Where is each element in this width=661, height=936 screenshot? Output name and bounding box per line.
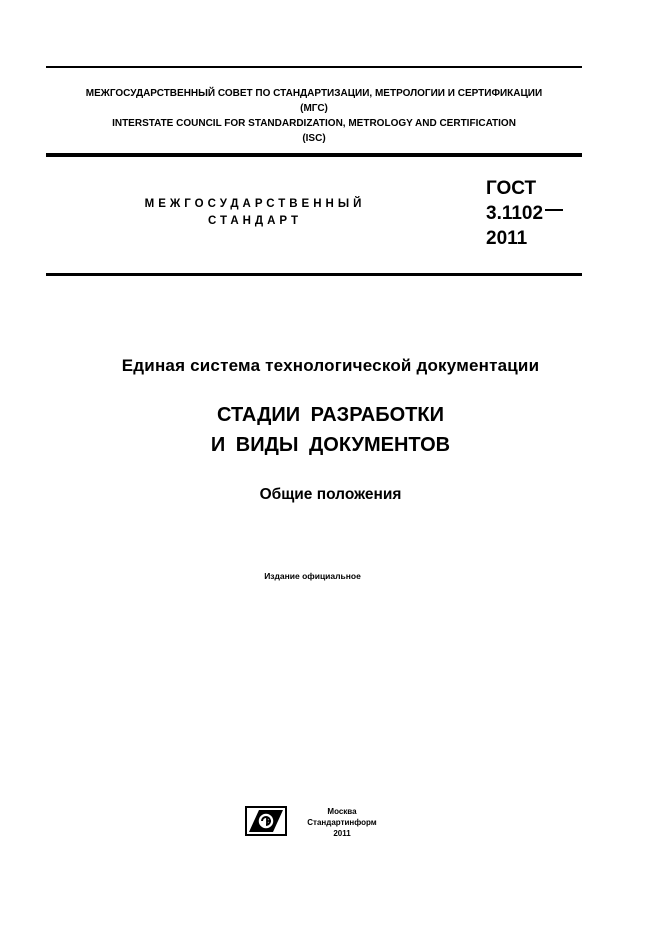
council-ru-name: МЕЖГОСУДАРСТВЕННЫЙ СОВЕТ ПО СТАНДАРТИЗАЦИИ, МЕТРОЛОГИИ И СЕРТИФИКАЦИИ: [85, 88, 543, 99]
standard-type-line2: СТАНДАРТ: [208, 215, 302, 227]
gost-number: 3.1102: [486, 203, 544, 224]
gost-label: ГОСТ: [486, 178, 537, 199]
publisher-city: Москва: [327, 807, 357, 816]
header-thick-rule: [46, 153, 582, 157]
standartinform-logo-icon: [245, 806, 287, 836]
council-header: [46, 86, 582, 146]
gost-designation: [486, 176, 563, 251]
document-title-line1: СТАДИИ РАЗРАБОТКИ: [217, 404, 444, 426]
gost-year: 2011: [486, 228, 528, 249]
gost-dash: [545, 209, 563, 211]
publisher-block: [292, 806, 392, 839]
document-subtitle: Общие положения: [259, 486, 402, 503]
council-en-name: INTERSTATE COUNCIL FOR STANDARDIZATION, METROLOGY AND CERTIFICATION: [112, 118, 516, 129]
document-title-line2: И ВИДЫ ДОКУМЕНТОВ: [210, 434, 451, 456]
council-en-abbr: (ISC): [302, 133, 326, 144]
system-title: Единая система технологической документации: [121, 356, 540, 375]
standard-type-line1: МЕЖГОСУДАРСТВЕННЫЙ: [144, 198, 366, 210]
publisher-name: Стандартинформ: [307, 818, 377, 827]
section-rule: [46, 273, 582, 276]
standard-type: [110, 196, 400, 230]
edition-note: Издание официальное: [264, 571, 361, 581]
council-ru-abbr: (МГС): [300, 103, 328, 114]
publisher-year: 2011: [333, 829, 351, 838]
document-title: [0, 400, 661, 460]
top-thin-rule: [46, 66, 582, 68]
